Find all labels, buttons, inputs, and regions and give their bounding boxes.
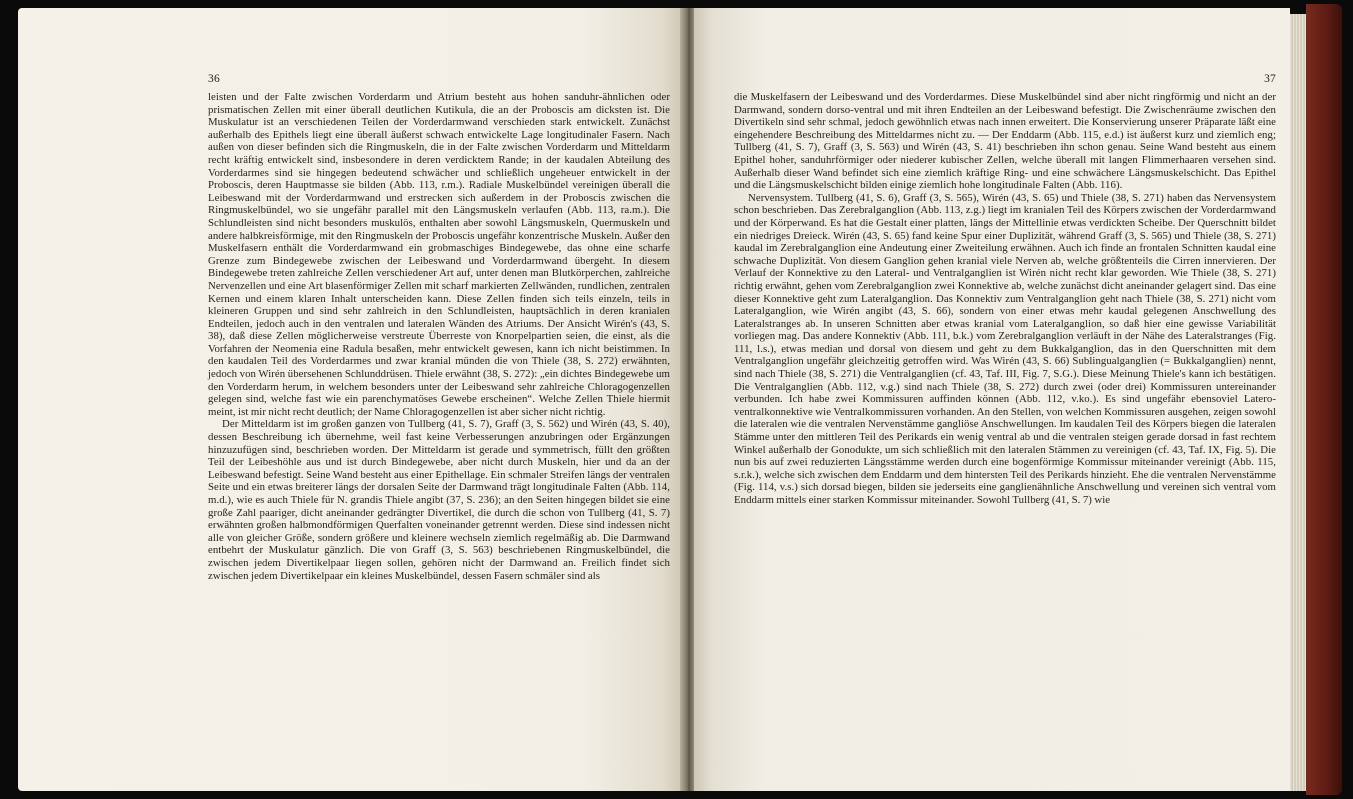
paragraph: Nervensystem. Tullberg (41, S. 6), Graff (3, S. 565), Wirén (43, S. 65) und Thiele (38, S. 271) haben das Nervensystem schon beschrieben. Das Zerebralganglion (Abb. 113, z.g.) liegt im kranialen Teil des Körpers zwischen der Vorderdarmwand und der Körperwand. Es hat die Gestalt einer platten, längs der Mittellinie etwas verdickten Scheibe. Der Querschnitt bildet ein niedriges Dreieck. Wirén (43, S. 65) fand keine Spur einer Duplizität, während Graff (3, S. 565) und Thiele (38, S. 271) kaudal im Zerebralganglion eine Andeutung einer Zweiteilung erwähnen. Auch ich finde an frontalen Schnitten kaudal eine schwache Duplizität. Von diesem Ganglion gehen kranial viele Nerven ab, welche größtenteils die Cirren innervieren. Der Verlauf der Konnektive zu den Lateral- und Ventralganglien ist Wirén nicht recht klar geworden. Wie Thiele (38, S. 271) richtig erwähnt, gehen vom Zerebralganglion zwei Konnektive ab, welche zunächst dicht aneinander gelagert sind. Das eine dieser Konnektive geht zum Lateralganglion. Das Konnektiv zum Ventralganglion geht nach Thiele (38, S. 271) nicht vom Lateralganglion, wie Wirén angibt (43, S. 66), sondern von einer etwas mehr kaudal gelegenen Anschwellung des Lateralstranges ab. In unseren Schnitten aber etwas kranial vom Lateralganglion, so daß hier eine gewisse Variabilität vorliegen mag. Das andere Konnektiv (Abb. 111, b.k.) vom Zerebralganglion verläuft in der Nähe des Lateralstranges (Fig. 111, l.s.), etwas median und dorsal von diesem und geht zu dem Bukkalganglion, das in den Querschnitten mit dem Ventralganglion ungefähr gleichzeitig getroffen wird. Was Wirén (43, S. 66) Sublingualganglien (= Bukkalganglien) nennt, sind nach Thiele (38, S. 271) die Ventralganglien (cf. 43, Taf. III, Fig. 7, S.G.). Diese Meinung Thiele's kann ich bestätigen. Die Ventralganglien (Abb. 112, v.g.) sind nach Thiele (38, S. 272) durch zwei (oder drei) Kommissuren untereinander verbunden. Ich habe zwei Kommissuren auffinden können (Abb. 112, v.ko.). Es sind ungefähr ebensoviel Latero-ventralkonnektive wie Ventralkommissuren vorhanden. An den Stellen, von welchen Kommissuren ausgehen, zeigen sowohl die lateralen wie die ventralen Nervenstämme gangliöse Anschwellungen. Im kaudalen Teil des Körpers biegen die lateralen Stämme unter den mittleren Teil des Perikards ein wenig ventral ab und die ventralen steigen gerade dorsad in fast rechtem Winkel außerhalb der Gonodukte, um sich schließlich mit den lateralen Stämmen zu vereinigen (cf. 43, Taf. IX, Fig. 5). Die nun bis auf zwei reduzierten Längsstämme werden durch eine bogenförmige Kommissur miteinander vereinigt (Abb. 115, s.r.k.), welche sich zwischen dem Enddarm und dem hintersten Teil des Perikards hinzieht. Ehe die ventralen Nervenstämme (Fig. 114, v.s.) sich dorsad biegen, bilden sie jederseits eine ganglienähnliche Anschwellung und vereinen sich ventral vom Enddarm mittels einer starken Kommissur miteinander. Sowohl Tullberg (41, S. 7) wie [734,191,1276,506]
paragraph: Der Mitteldarm ist im großen ganzen von Tullberg (41, S. 7), Graff (3, S. 562) und Wirén (43, S. 40), dessen Beschreibung ich übernehme, weil fast keine Verbesserungen anzubringen oder Ergänzungen hinzuzufügen sind, beschrieben worden. Der Mitteldarm ist gerade und symmetrisch, füllt den größten Teil der Leibeshöhle aus und ist durch Bindegewebe, aber nicht durch Muskeln, hier und da an der Leibeswand befestigt. Seine Wand besteht aus einer Epithellage. Ein schmaler Streifen längs der ventralen Seite und ein etwas breiterer längs der dorsalen Seite der Darmwand trägt longitudinale Falten (Abb. 114, m.d.), wie es auch Thiele für N. grandis Thiele angibt (37, S. 236); an den Seiten hingegen bildet sie eine große Zahl paariger, dicht aneinander gedrängter Divertikel, die durch die schon von Tullberg (41, S. 7) erwähnten großen halbmondförmigen Querfalten voneinander getrennt werden. Diese sind indessen nicht alle von gleicher Größe, sondern größere und kleinere wechseln ziemlich regelmäßig ab. Die Darmwand entbehrt der Muskulatur gänzlich. Die von Graff (3, S. 563) beschriebenen Ringmuskelbündel, die zwischen jedem Divertikelpaar liegen sollen, gehören nicht der Darmwand an. Freilich findet sich zwischen jedem Divertikelpaar ein kleines Muskelbündel, dessen Fasern schmäler sind als [208,418,670,582]
page-stack-edges [1290,14,1306,791]
right-page [694,8,1290,791]
page-number-left: 36 [208,73,220,85]
paragraph: die Muskelfasern der Leibeswand und des Vorderdarmes. Diese Muskelbündel sind aber nicht ringförmig und nicht an der Darmwand, sondern dorso-ventral und mit ihren Endteilen an der Leibeswand befestigt. Die Zwischenräume zwischen den Divertikeln sind sehr schmal, jedoch gewöhnlich etwas nach innen erweitert. Die Konservierung unserer Präparate läßt eine eingehendere Beschreibung des Mitteldarmes nicht zu. — Der Enddarm (Abb. 115, e.d.) ist äußerst kurz und ziemlich eng; Tullberg (41, S. 7), Graff (3, S. 563) und Wirén (43, S. 41) beschrieben ihn schon genau. Seine Wand besteht aus einem Epithel hoher, sanduhrförmiger oder niederer kubischer Zellen, welche überall mit langen Flimmerhaaren versehen sind. Außerhalb dieser Wand befindet sich eine ziemlich kräftige Ring- und eine schwächere Längsmuskelschicht. Das Epithel und die Längsmuskelschicht bilden einige ziemlich hohe longitudinale Falten (Abb. 116). [734,91,1276,192]
left-page-text [208,91,670,582]
book-cover-edge [1306,4,1342,795]
right-page-text [734,91,1276,507]
paragraph: leisten und der Falte zwischen Vorderdarm und Atrium besteht aus hohen sanduhr-ähnlichen oder prismatischen Zellen mit einer überall deutlichen Kutikula, die an der Proboscis am dicksten ist. Die Muskulatur ist an verschiedenen Teilen der Vorderdarmwand verschieden stark entwickelt. Zunächst außerhalb des Epithels liegt eine überall äußerst schwach entwickelte Lage longitudinaler Fasern. Nach außen von dieser befinden sich die Ringmuskeln, die in der Falte zwischen Vorderdarm und Mitteldarm recht kräftig entwickelt sind, insbesondere in deren verdicktem Rande; in der kaudalen Abteilung des Vorderdarmes sind sie hingegen bedeutend schwächer und schließlich ungeheuer entwickelt in der Proboscis, deren Hauptmasse sie bilden (Abb. 113, r.m.). Radiale Muskelbündel vereinigen überall die Leibeswand mit der Vorderdarmwand und erstrecken sich außerdem in der Proboscis zwischen die Ringmuskelbündel, wo sie ungefähr parallel mit den Längsmuskeln verlaufen (Abb. 113, ra.m.). Die Schlundleisten sind nicht besonders muskulös, enthalten aber sowohl Längsmuskeln, Quermuskeln und andere halbkreisförmige, mit den Ringmuskeln der Proboscis ungefähr konzentrische Muskeln. Außer den Muskelfasern enthält die Vorderdarmwand ein grobmaschiges Bindegewebe, das ohne eine scharfe Grenze zum Bindegewebe zwischen der Leibeswand und Vorderdarmwand übergeht. In diesem Bindegewebe treten zahlreiche Zellen verschiedener Art auf, unter denen man Blutkörperchen, zahlreiche Nervenzellen und eine Art blasenförmiger Zellen mit scharf markierten Zellwänden, rundlichen, zentralen Kernen und einem klaren Inhalt unterscheiden kann. Diese Zellen finden sich teils einzeln, teils in kleineren Gruppen und sind sehr zahlreich in den Schlundleisten, hauptsächlich in deren kranialen Endteilen, jedoch auch in den ventralen und lateralen Wänden des Atriums. Der Ansicht Wirén's (43, S. 38), daß diese Zellen möglicherweise verstreute Überreste von Knorpelpartien seien, die einst, als die Vorfahren der Neomenia eine Radula besaßen, mehr entwickelt gewesen, kann ich nicht beistimmen. In den kaudalen Teil des Vorderdarmes und zwar kranial münden die von Thiele (38, S. 272) erwähnten, jedoch von Wirén übersehenen Schlunddrüsen. Thiele erwähnt (38, S. 272): „ein dichtes Bindegewebe um den Vorderdarm herum, in welchem besonders unter der Leibeswand sehr zahlreiche Chloragogenzellen gelegen sind, welche fast wie ein parenchymatöses Gewebe erscheinen“. Welche Zellen Thiele hiermit meint, ist mir nicht recht deutlich; der Name Chloragogenzellen ist aber sicher nicht richtig. [208,91,670,418]
page-number-right: 37 [1264,73,1276,85]
left-page [18,8,682,791]
